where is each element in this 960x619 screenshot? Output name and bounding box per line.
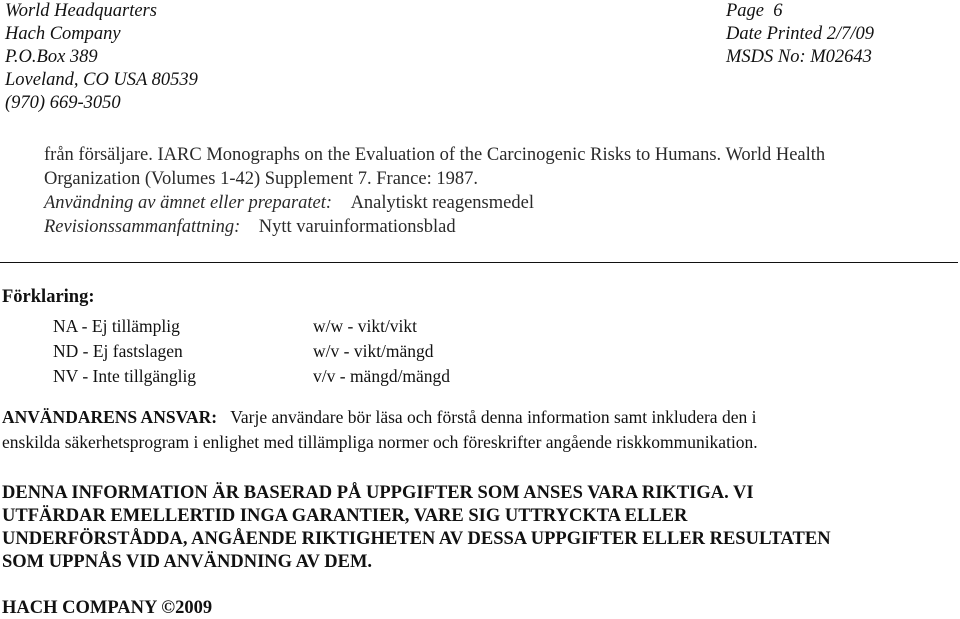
address-line: Loveland, CO USA 80539	[5, 70, 198, 90]
copyright-notice: HACH COMPANY ©2009	[2, 598, 213, 618]
legend-abbreviations	[53, 314, 196, 389]
legend-item: v/v - mängd/mängd	[313, 366, 451, 386]
responsibility-line	[2, 405, 758, 430]
legend-title: Förklaring:	[2, 287, 95, 307]
date-printed: Date Printed 2/7/09	[726, 24, 874, 44]
reference-line: från försäljare. IARC Monographs on the Evaluation of the Carcinogenic Risks to Humans. World Health	[44, 145, 826, 165]
responsibility-text: enskilda säkerhetsprogram i enlighet med tillämpliga normer och föreskrifter angående riskkommunikation.	[2, 432, 758, 452]
disclaimer-line: UNDERFÖRSTÅDDA, ANGÅENDE RIKTIGHETEN AV DESSA UPPGIFTER ELLER RESULTATEN	[2, 529, 831, 549]
use-row	[44, 191, 825, 215]
disclaimer	[2, 482, 831, 574]
legend-item: w/v - vikt/mängd	[313, 341, 434, 361]
address-line: (970) 669-3050	[5, 93, 121, 113]
responsibility-label: ANVÄNDARENS ANSVAR:	[2, 407, 218, 427]
legend-item: NA - Ej tillämplig	[53, 316, 180, 336]
section-divider	[0, 262, 958, 263]
user-responsibility	[2, 405, 758, 455]
address-line: World Headquarters	[5, 1, 157, 21]
msds-number: MSDS No: M02643	[726, 47, 872, 67]
revision-row	[44, 215, 825, 239]
page-number: 6	[773, 1, 783, 21]
page-label: Page	[726, 1, 765, 21]
legend-item: ND - Ej fastslagen	[53, 341, 183, 361]
use-value: Analytiskt reagensmedel	[350, 193, 534, 213]
reference-line: Organization (Volumes 1-42) Supplement 7. France: 1987.	[44, 169, 478, 189]
legend-item: w/w - vikt/vikt	[313, 316, 418, 336]
company-address	[5, 0, 198, 115]
references-section	[44, 143, 825, 239]
responsibility-text: Varje användare bör läsa och förstå denna information samt inkludera den i	[230, 407, 757, 427]
disclaimer-line: SOM UPPNÅS VID ANVÄNDNING AV DEM.	[2, 552, 373, 572]
use-label: Användning av ämnet eller preparatet:	[44, 193, 333, 213]
revision-label: Revisionssammanfattning:	[44, 217, 241, 237]
revision-value: Nytt varuinformationsblad	[258, 217, 456, 237]
legend-units	[313, 314, 450, 389]
disclaimer-line: DENNA INFORMATION ÄR BASERAD PÅ UPPGIFTER SOM ANSES VARA RIKTIGA. VI	[2, 483, 754, 503]
legend-item: NV - Inte tillgänglig	[53, 366, 197, 386]
address-line: P.O.Box 389	[5, 47, 98, 67]
address-line: Hach Company	[5, 24, 121, 44]
document-info	[726, 0, 874, 69]
page-indicator	[726, 0, 874, 23]
disclaimer-line: UTFÄRDAR EMELLERTID INGA GARANTIER, VARE SIG UTTRYCKTA ELLER	[2, 506, 688, 526]
